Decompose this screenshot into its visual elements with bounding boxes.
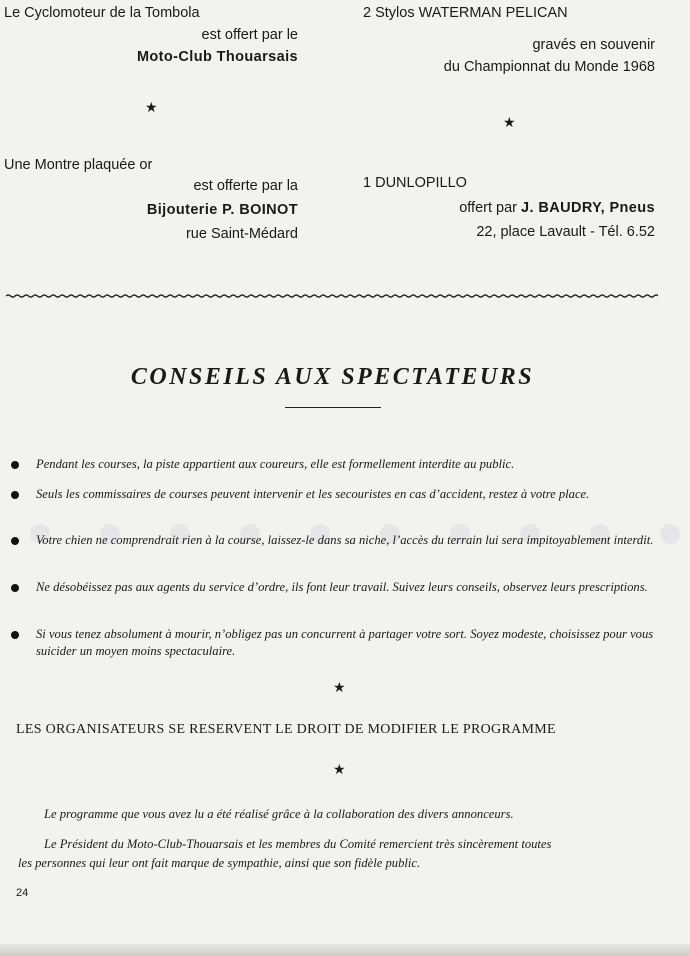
advice-item-4: Ne désobéissez pas aux agents du service d’ordre, ils font leur travail. Suivez leurs conseils, observez leurs prescriptions. <box>36 580 648 594</box>
prize-left1-sponsor: Moto-Club Thouarsais <box>136 49 298 65</box>
prize-left1-line1: Le Cyclomoteur de la Tombola <box>4 5 200 21</box>
thanks-paragraph-1: Le programme que vous avez lu a été réalisé grâce à la collaboration des divers annonceurs. <box>44 807 514 821</box>
bullet-icon <box>11 584 19 592</box>
bullet-icon <box>11 461 19 469</box>
prize-right2-prefix: offert par <box>459 200 517 216</box>
star-middle: ★ <box>333 680 346 696</box>
bullet-icon <box>11 537 19 545</box>
wavy-divider <box>6 292 658 300</box>
title-underline <box>285 407 381 408</box>
page-edge-shadow <box>0 944 690 956</box>
prize-right2-sponsor: J. BAUDRY, Pneus <box>521 200 655 216</box>
prize-left2-sponsor: Bijouterie P. BOINOT <box>146 202 298 218</box>
section-title: CONSEILS AUX SPECTATEURS <box>130 364 535 390</box>
bullet-icon <box>11 631 19 639</box>
prize-right2-line2 <box>459 200 655 216</box>
prize-left1-line2: est offert par le <box>201 27 298 43</box>
advice-item-1: Pendant les courses, la piste appartient aux coureurs, elle est formellement interdite au public. <box>36 457 515 471</box>
advice-item-2: Seuls les commissaires de courses peuvent intervenir et les secouristes en cas d’accident, restez à votre place. <box>36 487 590 501</box>
prize-left2-line4: rue Saint-Médard <box>185 226 298 242</box>
thanks-paragraph-2-line1: Le Président du Moto-Club-Thouarsais et les membres du Comité remercient très sincèrement toutes <box>44 837 552 851</box>
page-number: 24 <box>16 887 29 899</box>
star-right: ★ <box>503 115 516 131</box>
star-lower: ★ <box>333 762 346 778</box>
prize-left2-line2: est offerte par la <box>193 178 298 194</box>
advice-item-5: Si vous tenez absolument à mourir, n’obligez pas un concurrent à partager votre sort. Soyez modeste, choisissez pour vous suicider un moyen moins spectaculaire. <box>36 627 654 658</box>
prize-right1-line3: du Championnat du Monde 1968 <box>443 59 655 75</box>
thanks-paragraph-2-line2: les personnes qui leur ont fait marque de sympathie, ainsi que son fidèle public. <box>18 856 421 870</box>
star-left: ★ <box>145 100 158 116</box>
organizers-notice: LES ORGANISATEURS SE RESERVENT LE DROIT DE MODIFIER LE PROGRAMME <box>16 722 556 737</box>
bullet-icon <box>11 491 19 499</box>
prize-right2-line3: 22, place Lavault - Tél. 6.52 <box>476 224 655 240</box>
prize-right2-line1: 1 DUNLOPILLO <box>363 175 467 191</box>
advice-item-3: Votre chien ne comprendrait rien à la course, laissez-le dans sa niche, l’accès du terrain lui sera impitoyablement interdit. <box>36 533 654 547</box>
prize-left2-line1: Une Montre plaquée or <box>4 157 153 173</box>
prize-right1-line1: 2 Stylos WATERMAN PELICAN <box>363 5 568 21</box>
prize-right1-line2: gravés en souvenir <box>532 37 655 53</box>
